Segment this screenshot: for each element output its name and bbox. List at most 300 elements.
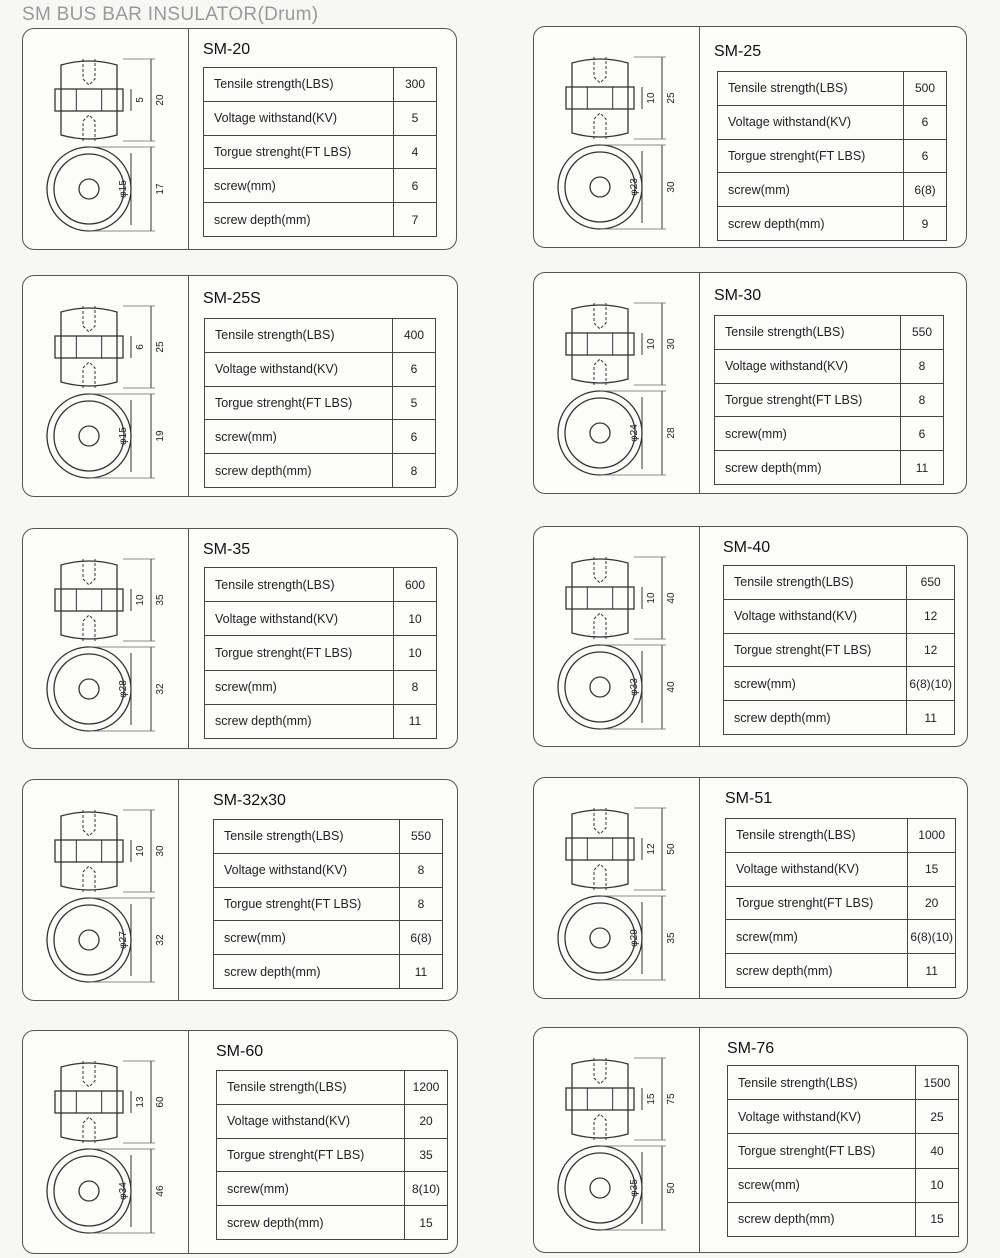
model-name: SM-32x30 (213, 792, 286, 809)
insulator-ring (566, 1088, 634, 1110)
screw-hole-bottom (83, 1117, 95, 1143)
product-card (533, 777, 968, 999)
insulator-ring (55, 589, 123, 611)
dim-ring-label: 10 (646, 592, 657, 604)
spec-row (726, 954, 956, 988)
spec-value: 8 (901, 349, 944, 383)
model-name: SM-20 (203, 41, 251, 58)
product-card (533, 272, 967, 494)
product-card (533, 1027, 968, 1253)
spec-value: 8 (393, 454, 436, 488)
spec-label: screw depth(mm) (726, 954, 908, 988)
product-card (533, 26, 967, 248)
screw-hole-top (83, 559, 95, 585)
dim-inner-dia-label: φ23 (629, 178, 640, 196)
dim-outer-dia-label: 19 (155, 430, 166, 442)
dim-outer-dia-label: 32 (155, 934, 166, 946)
card-divider (188, 1031, 189, 1253)
screw-hole-top (83, 306, 95, 332)
spec-row (728, 1168, 959, 1202)
spec-value: 20 (405, 1104, 448, 1138)
spec-label: screw(mm) (724, 667, 907, 701)
spec-table (723, 565, 955, 735)
dim-height-label: 25 (155, 341, 166, 353)
dim-inner-dia-label: φ33 (629, 678, 640, 696)
spec-value: 40 (916, 1134, 959, 1168)
insulator-body (572, 810, 628, 888)
spec-label: Torgue strenght(FT LBS) (204, 135, 394, 169)
spec-value: 35 (405, 1138, 448, 1172)
product-card (22, 1030, 458, 1254)
dim-inner-dia-label: φ29 (629, 929, 640, 947)
screw-hole-bottom (594, 1114, 606, 1140)
screw-hole-top (594, 303, 606, 329)
spec-row (715, 383, 944, 417)
dim-height-label: 40 (666, 592, 677, 604)
spec-row (204, 68, 437, 102)
screw-hole-bottom (83, 115, 95, 141)
card-divider (699, 273, 700, 493)
spec-row (214, 887, 443, 921)
spec-label: Voltage withstand(KV) (205, 602, 394, 636)
dim-ring-label: 10 (135, 594, 146, 606)
card-divider (699, 1028, 700, 1252)
dim-height-label: 20 (155, 94, 166, 106)
spec-value: 15 (916, 1202, 959, 1236)
dim-outer-dia-label: 50 (666, 1182, 677, 1194)
spec-value: 8 (901, 383, 944, 417)
spec-row (205, 636, 437, 670)
spec-row (205, 386, 436, 420)
spec-row (204, 169, 437, 203)
top-view-inner (565, 398, 635, 468)
screw-hole-circle (590, 423, 610, 443)
insulator-body (572, 305, 628, 383)
spec-label: screw(mm) (718, 173, 904, 207)
dim-ring-label: 15 (646, 1093, 657, 1105)
screw-hole-bottom (594, 359, 606, 385)
dim-height-label: 25 (666, 92, 677, 104)
top-view-inner (54, 154, 124, 224)
insulator-body (61, 561, 117, 639)
screw-hole-bottom (594, 613, 606, 639)
spec-table (216, 1070, 448, 1240)
spec-row (724, 667, 955, 701)
dim-ring-label: 10 (646, 92, 657, 104)
spec-value: 8(10) (405, 1172, 448, 1206)
dim-height-label: 30 (666, 338, 677, 350)
spec-row (718, 173, 947, 207)
top-view-inner (54, 905, 124, 975)
spec-row (726, 819, 956, 853)
spec-row (718, 105, 947, 139)
screw-hole-top (594, 57, 606, 83)
spec-row (728, 1134, 959, 1168)
dim-height-label: 35 (155, 594, 166, 606)
spec-row (205, 670, 437, 704)
spec-row (204, 101, 437, 135)
spec-value: 12 (907, 633, 955, 667)
dim-height-label: 75 (666, 1093, 677, 1105)
spec-label: screw(mm) (205, 670, 394, 704)
spec-row (728, 1202, 959, 1236)
spec-value: 6 (393, 420, 436, 454)
spec-label: Tensile strength(LBS) (205, 319, 393, 353)
insulator-drawing (534, 273, 699, 495)
screw-hole-bottom (594, 864, 606, 890)
spec-label: Voltage withstand(KV) (718, 105, 904, 139)
insulator-body (572, 59, 628, 137)
spec-value: 6 (901, 417, 944, 451)
spec-value: 15 (405, 1206, 448, 1240)
dim-ring-label: 13 (135, 1096, 146, 1108)
dim-inner-dia-label: φ34 (118, 1182, 129, 1200)
insulator-ring (55, 336, 123, 358)
insulator-ring (55, 1091, 123, 1113)
spec-label: Torgue strenght(FT LBS) (217, 1138, 405, 1172)
top-view-inner (565, 652, 635, 722)
spec-table (213, 819, 443, 989)
screw-hole-circle (590, 928, 610, 948)
dim-inner-dia-label: φ35 (629, 1179, 640, 1197)
spec-row (205, 704, 437, 738)
insulator-drawing (534, 778, 699, 1000)
spec-row (724, 599, 955, 633)
spec-label: Torgue strenght(FT LBS) (724, 633, 907, 667)
top-view-inner (565, 1153, 635, 1223)
spec-label: Voltage withstand(KV) (205, 352, 393, 386)
product-card (22, 779, 458, 1001)
spec-label: screw depth(mm) (217, 1206, 405, 1240)
screw-hole-top (594, 557, 606, 583)
product-card (22, 275, 458, 497)
spec-value: 6 (904, 139, 947, 173)
insulator-drawing (534, 527, 699, 748)
screw-hole-top (83, 810, 95, 836)
spec-row (217, 1104, 448, 1138)
spec-label: Tensile strength(LBS) (214, 820, 400, 854)
dim-ring-label: 10 (646, 338, 657, 350)
spec-label: Tensile strength(LBS) (718, 72, 904, 106)
insulator-body (61, 1063, 117, 1141)
spec-label: Tensile strength(LBS) (724, 566, 907, 600)
spec-value: 4 (394, 135, 437, 169)
spec-label: screw depth(mm) (214, 955, 400, 989)
spec-row (718, 207, 947, 241)
spec-label: screw depth(mm) (205, 704, 394, 738)
screw-hole-top (594, 1058, 606, 1084)
model-name: SM-51 (725, 790, 773, 807)
spec-row (214, 853, 443, 887)
screw-hole-top (594, 808, 606, 834)
spec-table (204, 567, 437, 739)
spec-label: Tensile strength(LBS) (715, 316, 901, 350)
screw-hole-bottom (83, 362, 95, 388)
screw-hole-bottom (83, 615, 95, 641)
spec-label: Voltage withstand(KV) (204, 101, 394, 135)
top-view-inner (54, 1156, 124, 1226)
spec-label: screw depth(mm) (718, 207, 904, 241)
spec-label: screw(mm) (726, 920, 908, 954)
spec-row (214, 820, 443, 854)
screw-hole-bottom (594, 113, 606, 139)
spec-label: screw depth(mm) (724, 701, 907, 735)
spec-row (205, 319, 436, 353)
spec-label: Torgue strenght(FT LBS) (718, 139, 904, 173)
spec-label: screw depth(mm) (205, 454, 393, 488)
spec-label: Tensile strength(LBS) (204, 68, 394, 102)
spec-row (726, 852, 956, 886)
insulator-drawing (23, 529, 188, 750)
spec-row (217, 1172, 448, 1206)
spec-row (217, 1071, 448, 1105)
spec-label: screw depth(mm) (728, 1202, 916, 1236)
spec-label: Torgue strenght(FT LBS) (726, 886, 908, 920)
screw-hole-top (83, 1061, 95, 1087)
spec-table (727, 1065, 959, 1237)
dim-inner-dia-label: φ15 (118, 180, 129, 198)
top-view-inner (54, 654, 124, 724)
dim-outer-dia-label: 30 (666, 181, 677, 193)
spec-value: 1200 (405, 1071, 448, 1105)
dim-inner-dia-label: φ27 (118, 931, 129, 949)
screw-hole-circle (590, 177, 610, 197)
screw-hole-circle (79, 930, 99, 950)
spec-value: 9 (904, 207, 947, 241)
spec-value: 10 (394, 602, 437, 636)
spec-value: 5 (393, 386, 436, 420)
spec-row (718, 72, 947, 106)
insulator-ring (566, 587, 634, 609)
spec-row (205, 454, 436, 488)
spec-value: 6(8)(10) (907, 667, 955, 701)
dim-inner-dia-label: φ24 (629, 424, 640, 442)
spec-label: Tensile strength(LBS) (728, 1066, 916, 1100)
spec-table (714, 315, 944, 485)
spec-row (205, 602, 437, 636)
spec-label: Voltage withstand(KV) (726, 852, 908, 886)
spec-value: 11 (908, 954, 956, 988)
insulator-body (61, 308, 117, 386)
spec-value: 300 (394, 68, 437, 102)
dim-height-label: 60 (155, 1096, 166, 1108)
spec-value: 6 (393, 352, 436, 386)
dim-ring-label: 10 (135, 845, 146, 857)
spec-value: 15 (908, 852, 956, 886)
spec-value: 6(8)(10) (908, 920, 956, 954)
spec-row (728, 1100, 959, 1134)
dim-outer-dia-label: 28 (666, 427, 677, 439)
spec-value: 600 (394, 568, 437, 602)
spec-value: 550 (901, 316, 944, 350)
screw-hole-bottom (83, 866, 95, 892)
spec-label: screw(mm) (217, 1172, 405, 1206)
spec-label: Voltage withstand(KV) (724, 599, 907, 633)
dim-outer-dia-label: 17 (155, 183, 166, 195)
insulator-ring (55, 840, 123, 862)
insulator-body (572, 559, 628, 637)
dim-ring-label: 5 (135, 97, 146, 103)
screw-hole-circle (79, 1181, 99, 1201)
dim-outer-dia-label: 35 (666, 932, 677, 944)
spec-row (205, 352, 436, 386)
spec-row (205, 420, 436, 454)
spec-label: Torgue strenght(FT LBS) (214, 887, 400, 921)
insulator-drawing (534, 1028, 699, 1254)
model-name: SM-60 (216, 1043, 264, 1060)
insulator-drawing (534, 27, 699, 249)
insulator-ring (566, 838, 634, 860)
spec-value: 550 (400, 820, 443, 854)
spec-row (205, 568, 437, 602)
insulator-ring (55, 89, 123, 111)
spec-label: screw depth(mm) (204, 203, 394, 237)
spec-value: 8 (394, 670, 437, 704)
spec-value: 6(8) (400, 921, 443, 955)
screw-hole-top (83, 59, 95, 85)
spec-row (715, 417, 944, 451)
spec-value: 8 (400, 853, 443, 887)
page-title: SM BUS BAR INSULATOR(Drum) (22, 4, 319, 25)
card-divider (188, 276, 189, 496)
spec-table (725, 818, 956, 988)
product-card (22, 528, 458, 749)
insulator-drawing (23, 1031, 188, 1255)
insulator-drawing (23, 276, 188, 498)
spec-label: Torgue strenght(FT LBS) (715, 383, 901, 417)
top-view-inner (54, 401, 124, 471)
spec-row (715, 349, 944, 383)
dim-height-label: 50 (666, 843, 677, 855)
spec-table (203, 67, 437, 237)
spec-value: 11 (394, 704, 437, 738)
top-view-inner (565, 152, 635, 222)
card-divider (188, 29, 189, 249)
spec-table (717, 71, 947, 241)
spec-value: 5 (394, 101, 437, 135)
insulator-ring (566, 87, 634, 109)
dim-outer-dia-label: 46 (155, 1185, 166, 1197)
spec-value: 1000 (908, 819, 956, 853)
spec-label: screw(mm) (205, 420, 393, 454)
card-divider (188, 529, 189, 748)
dim-outer-dia-label: 40 (666, 681, 677, 693)
spec-value: 6(8) (904, 173, 947, 207)
model-name: SM-76 (727, 1040, 775, 1057)
spec-value: 11 (901, 451, 944, 485)
spec-label: Voltage withstand(KV) (217, 1104, 405, 1138)
spec-label: Torgue strenght(FT LBS) (205, 386, 393, 420)
spec-value: 8 (400, 887, 443, 921)
spec-row (718, 139, 947, 173)
insulator-drawing (23, 29, 188, 251)
spec-label: Voltage withstand(KV) (214, 853, 400, 887)
screw-hole-circle (590, 1178, 610, 1198)
screw-hole-circle (590, 677, 610, 697)
spec-label: Voltage withstand(KV) (728, 1100, 916, 1134)
product-card (533, 526, 968, 747)
spec-label: screw depth(mm) (715, 451, 901, 485)
spec-row (724, 566, 955, 600)
spec-row (214, 921, 443, 955)
spec-label: screw(mm) (715, 417, 901, 451)
dim-ring-label: 6 (135, 344, 146, 350)
insulator-ring (566, 333, 634, 355)
insulator-drawing (23, 780, 178, 1002)
spec-value: 7 (394, 203, 437, 237)
card-divider (699, 527, 700, 746)
card-divider (699, 27, 700, 247)
spec-row (724, 633, 955, 667)
spec-row (217, 1206, 448, 1240)
spec-row (726, 886, 956, 920)
spec-value: 12 (907, 599, 955, 633)
model-name: SM-25S (203, 290, 261, 307)
spec-row (726, 920, 956, 954)
spec-value: 1500 (916, 1066, 959, 1100)
model-name: SM-40 (723, 539, 771, 556)
spec-value: 10 (394, 636, 437, 670)
card-divider (699, 778, 700, 998)
dim-inner-dia-label: φ15 (118, 427, 129, 445)
spec-label: Tensile strength(LBS) (205, 568, 394, 602)
spec-value: 500 (904, 72, 947, 106)
model-name: SM-25 (714, 43, 762, 60)
spec-row (214, 955, 443, 989)
spec-row (715, 316, 944, 350)
spec-label: Tensile strength(LBS) (726, 819, 908, 853)
dim-inner-dia-label: φ28 (118, 680, 129, 698)
dim-height-label: 30 (155, 845, 166, 857)
spec-row (724, 701, 955, 735)
model-name: SM-30 (714, 287, 762, 304)
spec-label: screw(mm) (728, 1168, 916, 1202)
dim-outer-dia-label: 32 (155, 683, 166, 695)
spec-label: Voltage withstand(KV) (715, 349, 901, 383)
spec-table (204, 318, 436, 488)
insulator-body (572, 1060, 628, 1138)
spec-row (217, 1138, 448, 1172)
screw-hole-circle (79, 426, 99, 446)
spec-row (728, 1066, 959, 1100)
spec-value: 650 (907, 566, 955, 600)
dim-ring-label: 12 (646, 843, 657, 855)
spec-label: screw(mm) (204, 169, 394, 203)
spec-value: 6 (394, 169, 437, 203)
model-name: SM-35 (203, 541, 251, 558)
spec-value: 25 (916, 1100, 959, 1134)
spec-label: Torgue strenght(FT LBS) (205, 636, 394, 670)
spec-row (204, 135, 437, 169)
spec-value: 400 (393, 319, 436, 353)
product-card (22, 28, 457, 250)
insulator-body (61, 61, 117, 139)
spec-row (715, 451, 944, 485)
spec-value: 20 (908, 886, 956, 920)
spec-value: 11 (907, 701, 955, 735)
spec-label: Torgue strenght(FT LBS) (728, 1134, 916, 1168)
spec-label: screw(mm) (214, 921, 400, 955)
spec-value: 11 (400, 955, 443, 989)
top-view-inner (565, 903, 635, 973)
spec-value: 10 (916, 1168, 959, 1202)
spec-row (204, 203, 437, 237)
spec-label: Tensile strength(LBS) (217, 1071, 405, 1105)
spec-value: 6 (904, 105, 947, 139)
screw-hole-circle (79, 179, 99, 199)
insulator-body (61, 812, 117, 890)
screw-hole-circle (79, 679, 99, 699)
